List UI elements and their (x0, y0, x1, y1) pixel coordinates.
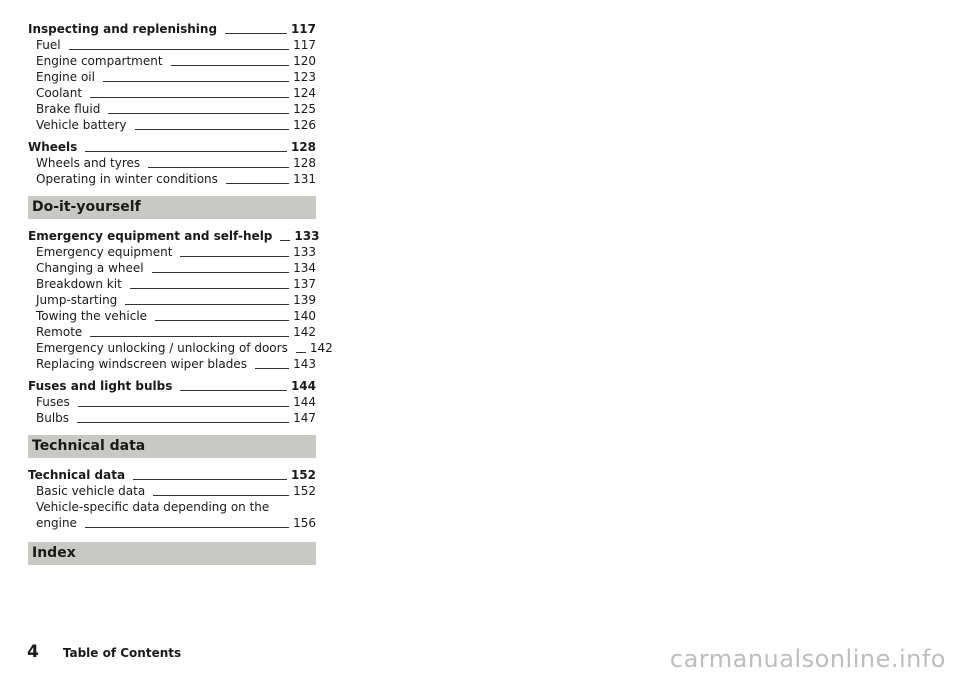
toc-entry-text-line: Vehicle-specific data depending on the (36, 500, 270, 514)
toc-entry-coolant[interactable]: Coolant 124 (36, 86, 316, 100)
toc-entry-engine-compartment[interactable]: Engine compartment 120 (36, 54, 316, 68)
toc-entry-remote[interactable]: Remote 142 (36, 325, 316, 339)
leader-line (90, 336, 289, 337)
leader-line (108, 113, 289, 114)
toc-entry-emergency-self-help[interactable]: Emergency equipment and self-help 133 (28, 229, 320, 243)
toc-entry-breakdown-kit[interactable]: Breakdown kit 137 (36, 277, 316, 291)
toc-entry-fuses[interactable]: Fuses 144 (36, 395, 316, 409)
toc-entry-vehicle-battery[interactable]: Vehicle battery 126 (36, 118, 316, 132)
leader-line (225, 33, 287, 34)
toc-entry-basic-vehicle-data[interactable]: Basic vehicle data 152 (36, 484, 316, 498)
leader-line (148, 167, 289, 168)
leader-line (130, 288, 289, 289)
toc-entry-fuel[interactable]: Fuel 117 (36, 38, 316, 52)
section-header-do-it-yourself: Do-it-yourself (28, 196, 316, 219)
table-of-contents (28, 21, 333, 574)
toc-entry-wheels-and-tyres[interactable]: Wheels and tyres 128 (36, 156, 316, 170)
leader-line (69, 49, 290, 50)
leader-line (255, 368, 289, 369)
toc-entry-winter-conditions[interactable]: Operating in winter conditions 131 (36, 172, 316, 186)
leader-line (85, 151, 287, 152)
leader-line (103, 81, 289, 82)
leader-line (77, 422, 289, 423)
toc-entry-brake-fluid[interactable]: Brake fluid 125 (36, 102, 316, 116)
toc-entry-emergency-equipment[interactable]: Emergency equipment 133 (36, 245, 316, 259)
page-number: 4 (27, 642, 39, 662)
leader-line (171, 65, 290, 66)
toc-entry-wiper-blades[interactable]: Replacing windscreen wiper blades 143 (36, 357, 316, 371)
section-header-technical-data: Technical data (28, 435, 316, 458)
leader-line (226, 183, 289, 184)
section-header-index[interactable]: Index (28, 542, 316, 565)
toc-entry-inspecting[interactable]: Inspecting and replenishing 117 (28, 22, 316, 36)
toc-entry-emergency-unlocking[interactable]: Emergency unlocking / unlocking of doors 142 (36, 341, 333, 355)
footer-title: Table of Contents (62, 646, 182, 660)
toc-entry-towing[interactable]: Towing the vehicle 140 (36, 309, 316, 323)
toc-entry-technical-data[interactable]: Technical data 152 (28, 468, 316, 482)
leader-line (180, 256, 289, 257)
toc-entry-vehicle-specific-data[interactable]: Vehicle-specific data depending on the engine 156 (28, 499, 316, 531)
leader-line (90, 97, 289, 98)
leader-line (296, 352, 306, 353)
leader-line (135, 129, 290, 130)
toc-entry-fuses-and-bulbs[interactable]: Fuses and light bulbs 144 (28, 379, 316, 393)
watermark: carmanualsonline.info (669, 645, 946, 673)
leader-line (85, 527, 289, 528)
page-footer (27, 642, 181, 662)
toc-entry-wheels[interactable]: Wheels 128 (28, 140, 316, 154)
toc-entry-bulbs[interactable]: Bulbs 147 (36, 411, 316, 425)
leader-line (180, 390, 287, 391)
toc-entry-jump-starting[interactable]: Jump-starting 139 (36, 293, 316, 307)
leader-line (155, 320, 289, 321)
toc-entry-engine-oil[interactable]: Engine oil 123 (36, 70, 316, 84)
leader-line (280, 240, 290, 241)
leader-line (133, 479, 287, 480)
leader-line (78, 406, 289, 407)
toc-entry-changing-wheel[interactable]: Changing a wheel 134 (36, 261, 316, 275)
leader-line (152, 272, 289, 273)
leader-line (125, 304, 289, 305)
leader-line (153, 495, 289, 496)
